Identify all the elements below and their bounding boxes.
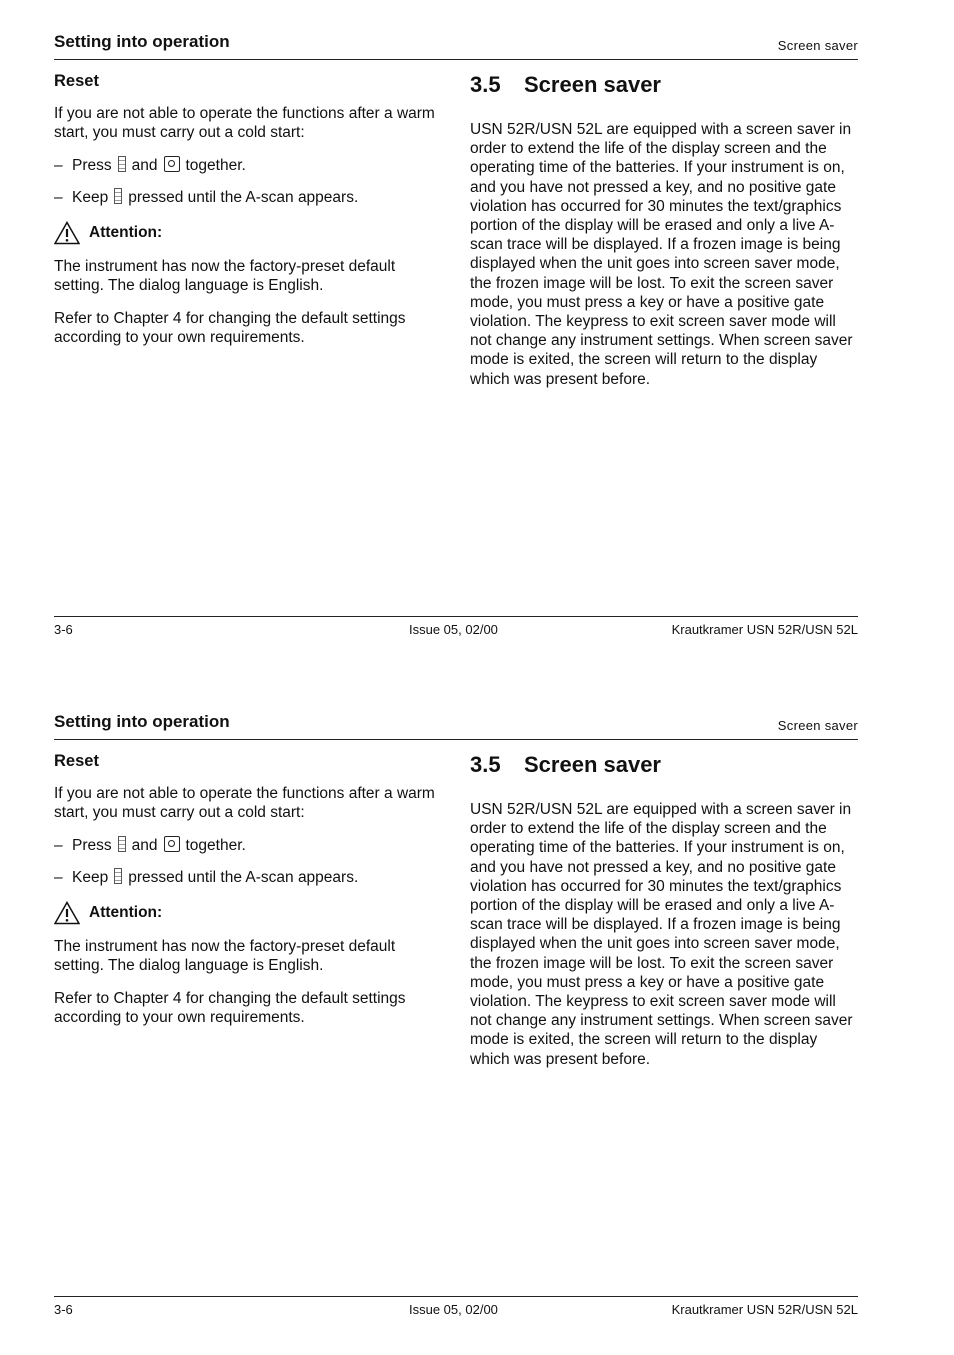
key-bar-icon (114, 188, 122, 204)
key-circle-icon (164, 156, 180, 172)
step-dash: – (54, 189, 63, 206)
footer-product: Krautkramer USN 52R/USN 52L (671, 1302, 858, 1317)
running-header-title: Setting into operation (54, 712, 230, 731)
reset-heading: Reset (54, 72, 99, 90)
step-text: and (131, 836, 158, 854)
attention-label: Attention: (89, 223, 163, 241)
footer-rule (54, 616, 858, 617)
section-title: Screen saver (524, 752, 661, 777)
screen-saver-body: USN 52R/USN 52L are equipped with a screen saver in order to extend the life of the display screen and the operating time of the batteries. If your instrument is on, and you have not pressed a key, and no positive gate violation has occurred for 30 minutes the text/graphics portion of the display will be erased and only a live A-scan trace will be displayed. If a frozen image is being displayed when the unit goes into screen saver mode, the frozen image will be lost. To exit the screen saver mode, you must press a key or have a positive gate violation. The keypress to exit screen saver mode will not change any instrument settings. When screen saver mode is exited, the screen will return to the display which was present before. (470, 801, 853, 1068)
step-text: pressed until the A-scan appears. (128, 869, 359, 886)
step-keep-key (54, 868, 446, 888)
attention-label: Attention: (89, 903, 163, 921)
footer-page-number: 3-6 (54, 622, 73, 637)
section-number: 3.5 (470, 752, 501, 777)
step-dash: – (54, 156, 63, 174)
section-heading (470, 752, 860, 778)
section-title: Screen saver (524, 72, 661, 97)
left-column (54, 752, 446, 1041)
manual-page-2 (0, 680, 954, 1355)
right-column (470, 72, 860, 389)
chapter-reference-text: Refer to Chapter 4 for changing the default settings according to your own requirements. (54, 309, 406, 346)
footer-product: Krautkramer USN 52R/USN 52L (671, 622, 858, 637)
step-dash: – (54, 836, 63, 854)
default-settings-text: The instrument has now the factory-preset default setting. The dialog language is English. (54, 257, 396, 294)
footer-issue: Issue 05, 02/00 (409, 622, 498, 637)
step-text: Press (72, 156, 112, 174)
key-bar-icon (118, 836, 126, 852)
key-bar-icon (114, 868, 122, 884)
header-rule (54, 739, 858, 740)
reset-heading: Reset (54, 752, 99, 770)
running-header-section: Screen saver (777, 38, 858, 53)
warning-triangle-icon (54, 221, 80, 245)
step-keep-key (54, 188, 446, 208)
section-heading (470, 72, 860, 98)
step-press-keys (54, 836, 446, 856)
running-header-title: Setting into operation (54, 32, 230, 51)
left-column (54, 72, 446, 361)
step-text: Keep (72, 189, 109, 206)
step-text: pressed until the A-scan appears. (128, 189, 359, 206)
attention-notice (54, 901, 446, 925)
reset-intro: If you are not able to operate the functions after a warm start, you must carry out a cold start: (54, 784, 435, 821)
footer-rule (54, 1296, 858, 1297)
step-press-keys (54, 156, 446, 176)
chapter-reference-text: Refer to Chapter 4 for changing the default settings according to your own requirements. (54, 989, 406, 1026)
running-header-section: Screen saver (777, 718, 858, 733)
step-text: and (131, 156, 158, 174)
key-bar-icon (118, 156, 126, 172)
attention-notice (54, 221, 446, 245)
step-dash: – (54, 869, 63, 886)
manual-page-1 (0, 0, 954, 675)
step-text: together. (185, 836, 246, 854)
screen-saver-body: USN 52R/USN 52L are equipped with a screen saver in order to extend the life of the display screen and the operating time of the batteries. If your instrument is on, and you have not pressed a key, and no positive gate violation has occurred for 30 minutes the text/graphics portion of the display will be erased and only a live A-scan trace will be displayed. If a frozen image is being displayed when the unit goes into screen saver mode, the frozen image will be lost. To exit the screen saver mode, you must press a key or have a positive gate violation. The keypress to exit screen saver mode will not change any instrument settings. When screen saver mode is exited, the screen will return to the display which was present before. (470, 121, 853, 388)
section-number: 3.5 (470, 72, 501, 97)
step-text: together. (185, 156, 246, 174)
header-rule (54, 59, 858, 60)
footer-page-number: 3-6 (54, 1302, 73, 1317)
step-text: Press (72, 836, 112, 854)
right-column (470, 752, 860, 1069)
warning-triangle-icon (54, 901, 80, 925)
footer-issue: Issue 05, 02/00 (409, 1302, 498, 1317)
step-text: Keep (72, 869, 109, 886)
reset-intro: If you are not able to operate the functions after a warm start, you must carry out a cold start: (54, 104, 435, 141)
key-circle-icon (164, 836, 180, 852)
default-settings-text: The instrument has now the factory-preset default setting. The dialog language is English. (54, 937, 396, 974)
